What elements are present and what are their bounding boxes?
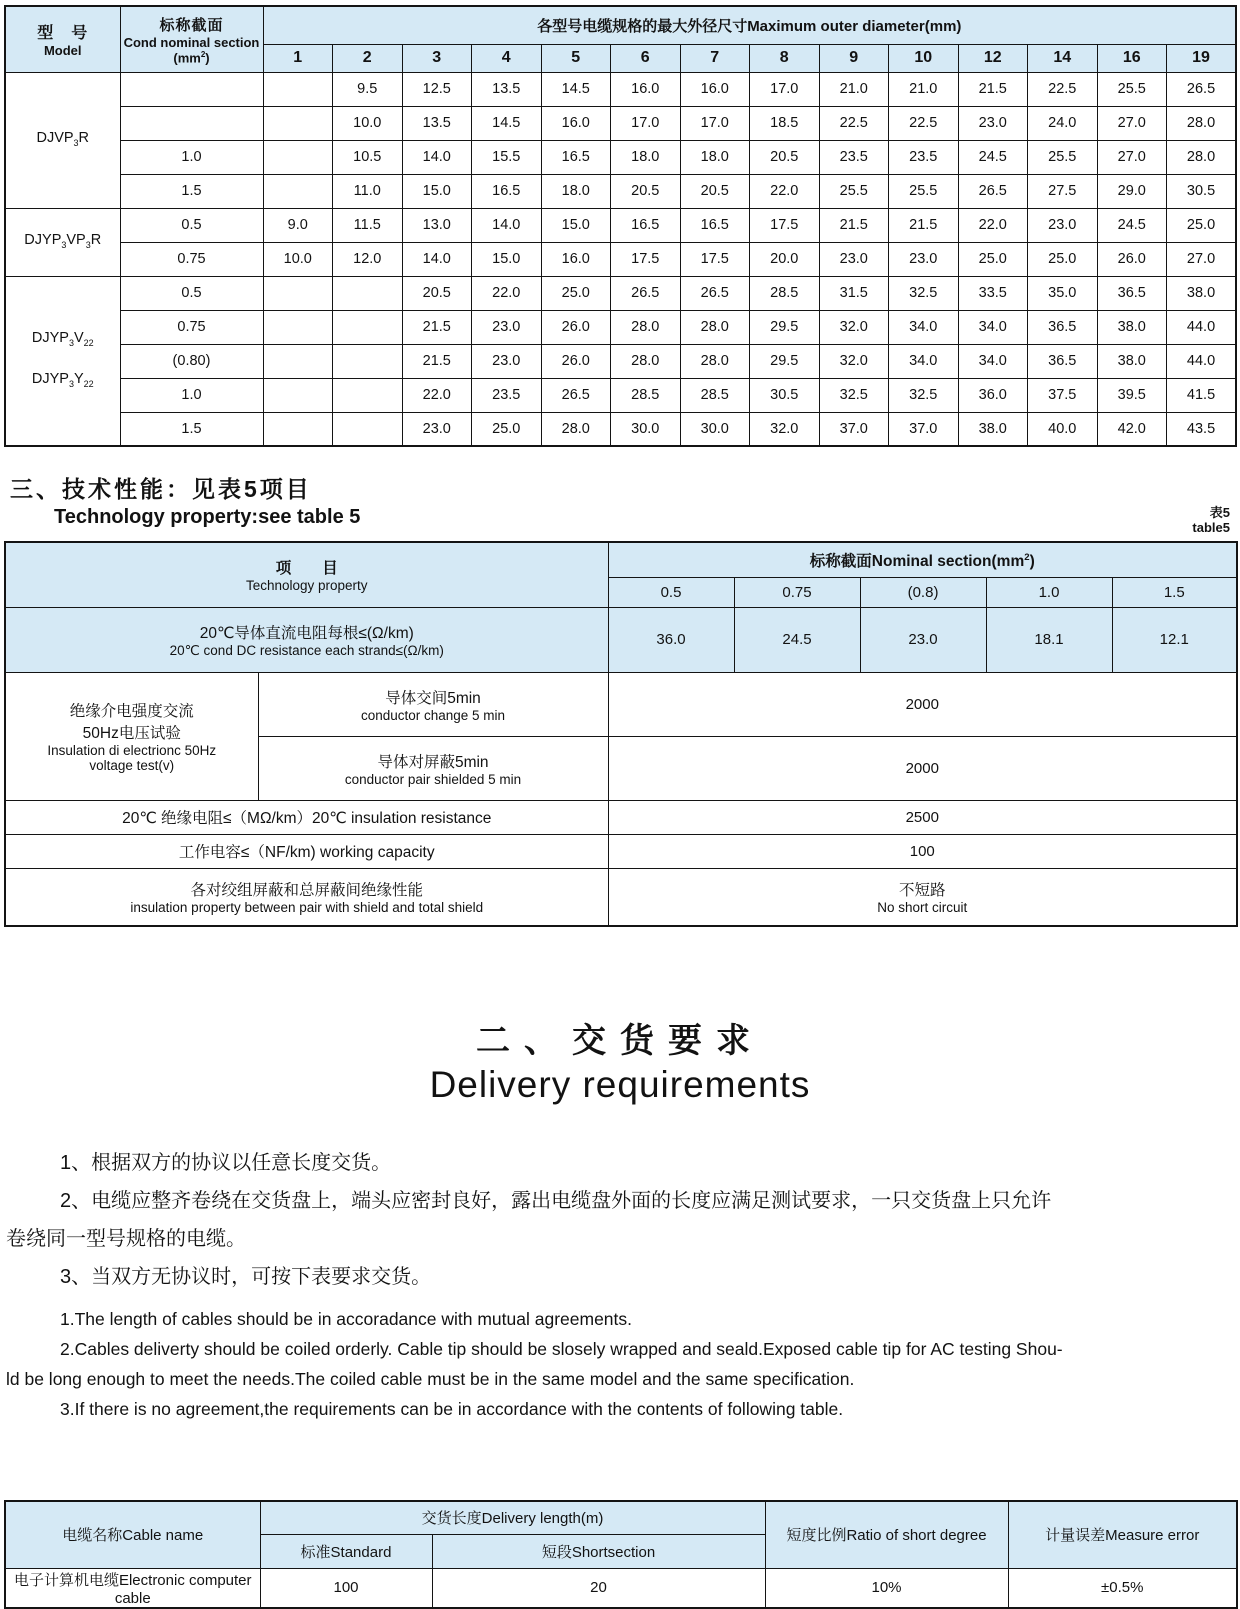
table1-row xyxy=(5,72,1236,106)
diameter-value xyxy=(263,344,333,378)
diameter-value xyxy=(263,310,333,344)
diameter-value xyxy=(333,310,403,344)
diameter-value: 28.5 xyxy=(611,378,681,412)
diameter-value: 23.0 xyxy=(889,242,959,276)
diameter-value: 18.0 xyxy=(611,140,681,174)
pair-shielded-label-cn: 导体对屏蔽5min xyxy=(377,753,489,771)
table1-row xyxy=(5,276,1236,310)
section-col-0.8: (0.8) xyxy=(860,577,986,607)
diameter-value: 28.5 xyxy=(750,276,820,310)
diameter-value: 9.0 xyxy=(263,208,333,242)
diameter-value: 15.0 xyxy=(402,174,472,208)
model-header-cn: 型 号 xyxy=(37,25,89,43)
diameter-value: 42.0 xyxy=(1097,412,1167,446)
table1-row xyxy=(5,140,1236,174)
diameter-value: 15.5 xyxy=(472,140,542,174)
standard-length-value: 100 xyxy=(260,1568,432,1608)
diameter-value: 30.5 xyxy=(750,378,820,412)
diameter-value: 32.0 xyxy=(750,412,820,446)
diameter-value: 30.0 xyxy=(611,412,681,446)
size-column-header: 6 xyxy=(611,44,681,72)
voltage-test-label-cn2: 50Hz电压试验 xyxy=(82,725,181,742)
diameter-value xyxy=(263,412,333,446)
cable-name-value: 电子计算机电缆Electronic computer cable xyxy=(5,1568,260,1608)
nominal-section-value: 0.75 xyxy=(120,310,263,344)
size-column-header: 8 xyxy=(750,44,820,72)
delivery-length-header: 交货长度Delivery length(m) xyxy=(260,1501,765,1534)
diameter-value: 24.5 xyxy=(1097,208,1167,242)
diameter-value: 22.5 xyxy=(1028,72,1098,106)
diameter-value: 26.5 xyxy=(541,378,611,412)
nominal-section-header: 标称截面Nominal $section(mm^2)$ xyxy=(608,542,1237,577)
delivery-text-cn xyxy=(6,1144,1234,1296)
diameter-value: 11.5 xyxy=(333,208,403,242)
diameter-value: 17.5 xyxy=(750,208,820,242)
diameter-value: 14.0 xyxy=(402,140,472,174)
diameter-value: 28.0 xyxy=(1167,106,1237,140)
table1-body xyxy=(5,72,1236,446)
nominal-section-value: 1.0 xyxy=(120,140,263,174)
diameter-value xyxy=(333,276,403,310)
diameter-value: 10.5 xyxy=(333,140,403,174)
diameter-value: 26.5 xyxy=(611,276,681,310)
diameter-value xyxy=(333,378,403,412)
shield-insulation-value-cn: 不短路 xyxy=(899,882,946,900)
section-col-1.5: 1.5 xyxy=(1112,577,1237,607)
diameter-value: 32.0 xyxy=(819,310,889,344)
paragraph-line: 1、根据双方的协议以任意长度交货。 xyxy=(60,1152,392,1174)
technology-title-cn: 三、技术性能：见表5项目 xyxy=(10,476,312,502)
conductor-change-label-cn: 导体交间5min xyxy=(385,689,481,707)
table5-note xyxy=(1192,505,1230,535)
diameter-value: 38.0 xyxy=(1097,310,1167,344)
diameter-value: 27.5 xyxy=(1028,174,1098,208)
diameter-value: 26.5 xyxy=(958,174,1028,208)
diameter-value: 26.0 xyxy=(541,310,611,344)
diameter-value: 39.5 xyxy=(1097,378,1167,412)
diameter-value: 16.5 xyxy=(611,208,681,242)
diameter-value: 32.5 xyxy=(889,276,959,310)
size-column-header: 1 xyxy=(263,44,333,72)
nominal-section-value xyxy=(120,72,263,106)
diameter-value: 21.0 xyxy=(819,72,889,106)
diameter-value: 9.5 xyxy=(333,72,403,106)
diameter-value: 36.5 xyxy=(1028,310,1098,344)
diameter-value: 24.5 xyxy=(958,140,1028,174)
diameter-value: 38.0 xyxy=(1167,276,1237,310)
dc-resistance-label-en: 20℃ cond DC resistance each strand≤(Ω/km) xyxy=(169,642,444,658)
diameter-value: 33.5 xyxy=(958,276,1028,310)
diameter-value: 16.5 xyxy=(541,140,611,174)
diameter-value: 22.0 xyxy=(750,174,820,208)
table1-row xyxy=(5,412,1236,446)
diameter-value: 29.5 xyxy=(750,344,820,378)
diameter-value: 18.0 xyxy=(541,174,611,208)
diameter-value: 23.5 xyxy=(889,140,959,174)
diameter-value: 26.0 xyxy=(1097,242,1167,276)
size-column-header: 12 xyxy=(958,44,1028,72)
model-name: $DJVP_3R$ xyxy=(5,72,120,208)
nominal-header-en: Cond nominal section xyxy=(123,34,260,50)
shield-insulation-value xyxy=(608,868,1237,926)
diameter-value xyxy=(263,174,333,208)
diameter-value: 25.0 xyxy=(958,242,1028,276)
item-column-header xyxy=(5,542,608,607)
diameter-value: 23.5 xyxy=(472,378,542,412)
table1-row xyxy=(5,344,1236,378)
paragraph-line: 3、当双方无协议时，可按下表要求交货。 xyxy=(60,1266,432,1288)
table5-note-cn: 表5 xyxy=(1209,505,1230,520)
voltage-test-label-en2: voltage test(v) xyxy=(89,758,175,773)
diameter-value: 13.0 xyxy=(402,208,472,242)
pair-shielded-label xyxy=(258,736,608,800)
model-header-en: Model xyxy=(43,43,82,59)
diameter-value: 10.0 xyxy=(263,242,333,276)
size-column-header: 9 xyxy=(819,44,889,72)
diameter-value: 25.0 xyxy=(541,276,611,310)
size-column-header: 14 xyxy=(1028,44,1098,72)
diameter-value: 27.0 xyxy=(1097,140,1167,174)
model-name: $DJYP_3V_{22}$ $DJYP_3Y_{22}$ xyxy=(5,276,120,446)
dc-resistance-value: 18.1 xyxy=(986,607,1112,672)
diameter-value: 17.0 xyxy=(680,106,750,140)
diameter-value: 25.5 xyxy=(819,174,889,208)
diameter-value: 26.0 xyxy=(541,344,611,378)
diameter-value xyxy=(263,140,333,174)
size-column-header: 16 xyxy=(1097,44,1167,72)
paragraph-line: 卷绕同一型号规格的电缆。 xyxy=(6,1228,246,1250)
diameter-value: 16.5 xyxy=(680,208,750,242)
insulation-resistance-value: 2500 xyxy=(608,800,1237,834)
item-header-cn: 项 目 xyxy=(275,560,338,578)
measure-error-value: ±0.5% xyxy=(1008,1568,1237,1608)
diameter-value xyxy=(263,106,333,140)
diameter-value: 37.0 xyxy=(819,412,889,446)
diameter-value: 16.0 xyxy=(611,72,681,106)
diameter-value: 23.5 xyxy=(819,140,889,174)
diameter-value: 24.0 xyxy=(1028,106,1098,140)
diameter-value: 13.5 xyxy=(402,106,472,140)
diameter-value: 20.5 xyxy=(750,140,820,174)
diameter-value xyxy=(333,344,403,378)
voltage-test-label xyxy=(5,672,258,800)
delivery-text-en xyxy=(6,1304,1234,1424)
paragraph-line: ld be long enough to meet the needs.The coiled cable must be in the same model and the same specification. xyxy=(6,1369,855,1389)
diameter-value: 30.5 xyxy=(1167,174,1237,208)
model-column-header xyxy=(5,6,120,72)
diameter-value: 22.0 xyxy=(472,276,542,310)
diameter-value: 31.5 xyxy=(819,276,889,310)
paragraph-line: 2.Cables deliverty should be coiled orderly. Cable tip should be slosely wrapped and seald.Exposed cable tip for AC testing Shou- xyxy=(60,1339,1063,1359)
short-section-header: 短段Shortsection xyxy=(432,1534,765,1568)
technology-property-table xyxy=(4,541,1238,927)
diameter-value: 25.5 xyxy=(1097,72,1167,106)
diameter-value: 40.0 xyxy=(1028,412,1098,446)
diameter-value: 11.0 xyxy=(333,174,403,208)
size-column-header: 10 xyxy=(889,44,959,72)
conductor-change-label-en: conductor change 5 min xyxy=(360,707,506,723)
diameter-value: 25.5 xyxy=(1028,140,1098,174)
table1-row xyxy=(5,174,1236,208)
insulation-resistance-label: 20℃ 绝缘电阻≤（MΩ/km）20℃ insulation resistance xyxy=(5,800,608,834)
size-column-header: 7 xyxy=(680,44,750,72)
dc-resistance-value: 24.5 xyxy=(734,607,860,672)
size-column-header: 4 xyxy=(472,44,542,72)
voltage-test-label-en1: Insulation di electrionc 50Hz xyxy=(47,743,217,758)
diameter-value: 23.0 xyxy=(958,106,1028,140)
size-column-header: 19 xyxy=(1167,44,1237,72)
nominal-section-value: 1.0 xyxy=(120,378,263,412)
diameter-value xyxy=(263,378,333,412)
table1-row xyxy=(5,242,1236,276)
table1-row xyxy=(5,310,1236,344)
shield-insulation-label xyxy=(5,868,608,926)
diameter-value: 14.5 xyxy=(541,72,611,106)
short-section-value: 20 xyxy=(432,1568,765,1608)
max-outer-diameter-table xyxy=(4,5,1237,447)
diameter-value: 43.5 xyxy=(1167,412,1237,446)
nominal-section-value: 0.5 xyxy=(120,208,263,242)
table1-row xyxy=(5,378,1236,412)
model-name: $DJYP_3VP_3R$ xyxy=(5,208,120,276)
diameter-value: 32.5 xyxy=(889,378,959,412)
delivery-requirements-table xyxy=(4,1500,1238,1609)
diameter-value: 20.0 xyxy=(750,242,820,276)
nominal-section-value: (0.80) xyxy=(120,344,263,378)
diameter-value: 34.0 xyxy=(958,344,1028,378)
diameter-value: 28.5 xyxy=(680,378,750,412)
diameter-value: 25.5 xyxy=(889,174,959,208)
dc-resistance-label-cn: 20℃导体直流电阻每根≤(Ω/km) xyxy=(199,624,414,642)
diameter-value: 35.0 xyxy=(1028,276,1098,310)
diameter-value: 28.0 xyxy=(680,310,750,344)
diameter-value: 23.0 xyxy=(472,344,542,378)
diameter-value: 17.0 xyxy=(611,106,681,140)
diameter-value: 23.0 xyxy=(472,310,542,344)
pair-shielded-value: 2000 xyxy=(608,736,1237,800)
diameter-value xyxy=(333,412,403,446)
diameter-value: 36.0 xyxy=(958,378,1028,412)
nominal-section-value: 1.5 xyxy=(120,412,263,446)
diameter-value: 21.5 xyxy=(402,344,472,378)
diameter-value: 22.5 xyxy=(889,106,959,140)
diameter-value: 28.0 xyxy=(1167,140,1237,174)
diameter-value xyxy=(263,276,333,310)
diameter-value: 18.5 xyxy=(750,106,820,140)
diameter-value: 22.0 xyxy=(402,378,472,412)
nominal-header-cn: 标称截面 xyxy=(159,16,224,34)
diameter-value: 26.5 xyxy=(680,276,750,310)
delivery-title-cn: 二、交货要求 xyxy=(476,1022,764,1060)
diameter-value: 14.5 xyxy=(472,106,542,140)
table1-row xyxy=(5,106,1236,140)
diameter-value: 30.0 xyxy=(680,412,750,446)
nominal-section-value xyxy=(120,106,263,140)
section-col-0.5: 0.5 xyxy=(608,577,734,607)
diameter-value: 36.5 xyxy=(1097,276,1167,310)
diameter-value: 20.5 xyxy=(680,174,750,208)
paragraph-line: 2、电缆应整齐卷绕在交货盘上，端头应密封良好，露出电缆盘外面的长度应满足测试要求，一只交货盘上只允许 xyxy=(60,1190,1052,1212)
nominal-header-unit: $(mm^2)$ xyxy=(173,49,210,65)
section-col-0.75: 0.75 xyxy=(734,577,860,607)
diameter-value: 14.0 xyxy=(472,208,542,242)
table5-note-en: table5 xyxy=(1192,520,1230,535)
diameter-title-row xyxy=(5,6,1236,44)
diameter-value: 44.0 xyxy=(1167,344,1237,378)
item-header-en: Technology property xyxy=(245,578,368,594)
dc-resistance-value: 23.0 xyxy=(860,607,986,672)
diameter-value: 18.0 xyxy=(680,140,750,174)
diameter-value: 13.5 xyxy=(472,72,542,106)
nominal-section-value: 1.5 xyxy=(120,174,263,208)
diameter-value: 16.0 xyxy=(541,106,611,140)
diameter-value: 16.0 xyxy=(541,242,611,276)
diameter-value: 36.5 xyxy=(1028,344,1098,378)
diameter-value: 23.0 xyxy=(819,242,889,276)
diameter-value: 27.0 xyxy=(1097,106,1167,140)
conductor-change-value: 2000 xyxy=(608,672,1237,736)
diameter-value: 32.0 xyxy=(819,344,889,378)
paragraph-line: 1.The length of cables should be in accoradance with mutual agreements. xyxy=(60,1309,633,1329)
diameter-value: 22.0 xyxy=(958,208,1028,242)
delivery-section-heading xyxy=(0,1013,1240,1106)
section-col-1.0: 1.0 xyxy=(986,577,1112,607)
diameter-value: 34.0 xyxy=(889,344,959,378)
working-capacity-label: 工作电容≤（NF/km) working capacity xyxy=(5,834,608,868)
diameter-value: 37.0 xyxy=(889,412,959,446)
voltage-test-label-cn1: 绝缘介电强度交流 xyxy=(69,703,194,720)
delivery-title-en: Delivery requirements xyxy=(429,1064,811,1105)
diameter-value: 34.0 xyxy=(958,310,1028,344)
nominal-section-value: 0.5 xyxy=(120,276,263,310)
size-column-header: 5 xyxy=(541,44,611,72)
diameter-value: 15.0 xyxy=(472,242,542,276)
technology-section-heading xyxy=(4,471,1236,533)
diameter-value: 21.5 xyxy=(958,72,1028,106)
diameter-value: 29.0 xyxy=(1097,174,1167,208)
diameter-value: 44.0 xyxy=(1167,310,1237,344)
nominal-section-value: 0.75 xyxy=(120,242,263,276)
diameter-value: 29.5 xyxy=(750,310,820,344)
short-ratio-value: 10% xyxy=(765,1568,1008,1608)
working-capacity-value: 100 xyxy=(608,834,1237,868)
shield-insulation-value-en: No short circuit xyxy=(877,900,968,916)
diameter-value: 38.0 xyxy=(958,412,1028,446)
diameter-value: 34.0 xyxy=(889,310,959,344)
diameter-value: 25.0 xyxy=(472,412,542,446)
diameter-value: 26.5 xyxy=(1167,72,1237,106)
dc-resistance-label xyxy=(5,607,608,672)
table1-row xyxy=(5,208,1236,242)
diameter-value: 17.5 xyxy=(611,242,681,276)
diameter-value: 17.0 xyxy=(750,72,820,106)
diameter-value: 23.0 xyxy=(1028,208,1098,242)
standard-header: 标准Standard xyxy=(260,1534,432,1568)
shield-insulation-label-cn: 各对绞组屏蔽和总屏蔽间绝缘性能 xyxy=(190,882,424,900)
diameter-value: 22.5 xyxy=(819,106,889,140)
dc-resistance-value: 12.1 xyxy=(1112,607,1237,672)
diameter-value: 25.0 xyxy=(1167,208,1237,242)
diameter-value xyxy=(263,72,333,106)
diameter-value: 20.5 xyxy=(611,174,681,208)
diameter-value: 23.0 xyxy=(402,412,472,446)
diameter-value: 21.5 xyxy=(402,310,472,344)
diameter-value: 25.0 xyxy=(1028,242,1098,276)
diameter-value: 28.0 xyxy=(611,310,681,344)
shield-insulation-label-en: insulation property between pair with shield and total shield xyxy=(130,900,484,916)
size-column-header: 2 xyxy=(333,44,403,72)
diameter-value: 28.0 xyxy=(541,412,611,446)
technology-title-en: Technology property:see table 5 xyxy=(54,506,361,528)
diameter-value: 21.0 xyxy=(889,72,959,106)
diameter-value: 32.5 xyxy=(819,378,889,412)
paragraph-line: 3.If there is no agreement,the requirements can be in accordance with the contents of following table. xyxy=(60,1399,844,1419)
diameter-value: 38.0 xyxy=(1097,344,1167,378)
size-column-header: 3 xyxy=(402,44,472,72)
diameter-value: 28.0 xyxy=(680,344,750,378)
diameter-value: 12.5 xyxy=(402,72,472,106)
diameter-value: 20.5 xyxy=(402,276,472,310)
short-ratio-header: 短度比例Ratio of short degree xyxy=(765,1501,1008,1568)
measure-error-header: 计量误差Measure error xyxy=(1008,1501,1237,1568)
diameter-value: 14.0 xyxy=(402,242,472,276)
diameter-value: 16.0 xyxy=(680,72,750,106)
diameter-value: 21.5 xyxy=(819,208,889,242)
dc-resistance-value: 36.0 xyxy=(608,607,734,672)
diameter-value: 15.0 xyxy=(541,208,611,242)
pair-shielded-label-en: conductor pair shielded 5 min xyxy=(344,771,522,787)
nominal-section-column-header xyxy=(120,6,263,72)
cable-row xyxy=(5,1568,1237,1608)
cable-name-header: 电缆名称Cable name xyxy=(5,1501,260,1568)
diameter-value: 27.0 xyxy=(1167,242,1237,276)
diameter-value: 21.5 xyxy=(889,208,959,242)
diameter-value: 17.5 xyxy=(680,242,750,276)
diameter-value: 37.5 xyxy=(1028,378,1098,412)
diameter-value: 16.5 xyxy=(472,174,542,208)
diameter-value: 10.0 xyxy=(333,106,403,140)
diameter-value: 12.0 xyxy=(333,242,403,276)
diameter-value: 28.0 xyxy=(611,344,681,378)
conductor-change-label xyxy=(258,672,608,736)
diameter-header: 各型号电缆规格的最大外径尺寸Maximum outer diameter(mm) xyxy=(263,6,1236,44)
diameter-value: 41.5 xyxy=(1167,378,1237,412)
